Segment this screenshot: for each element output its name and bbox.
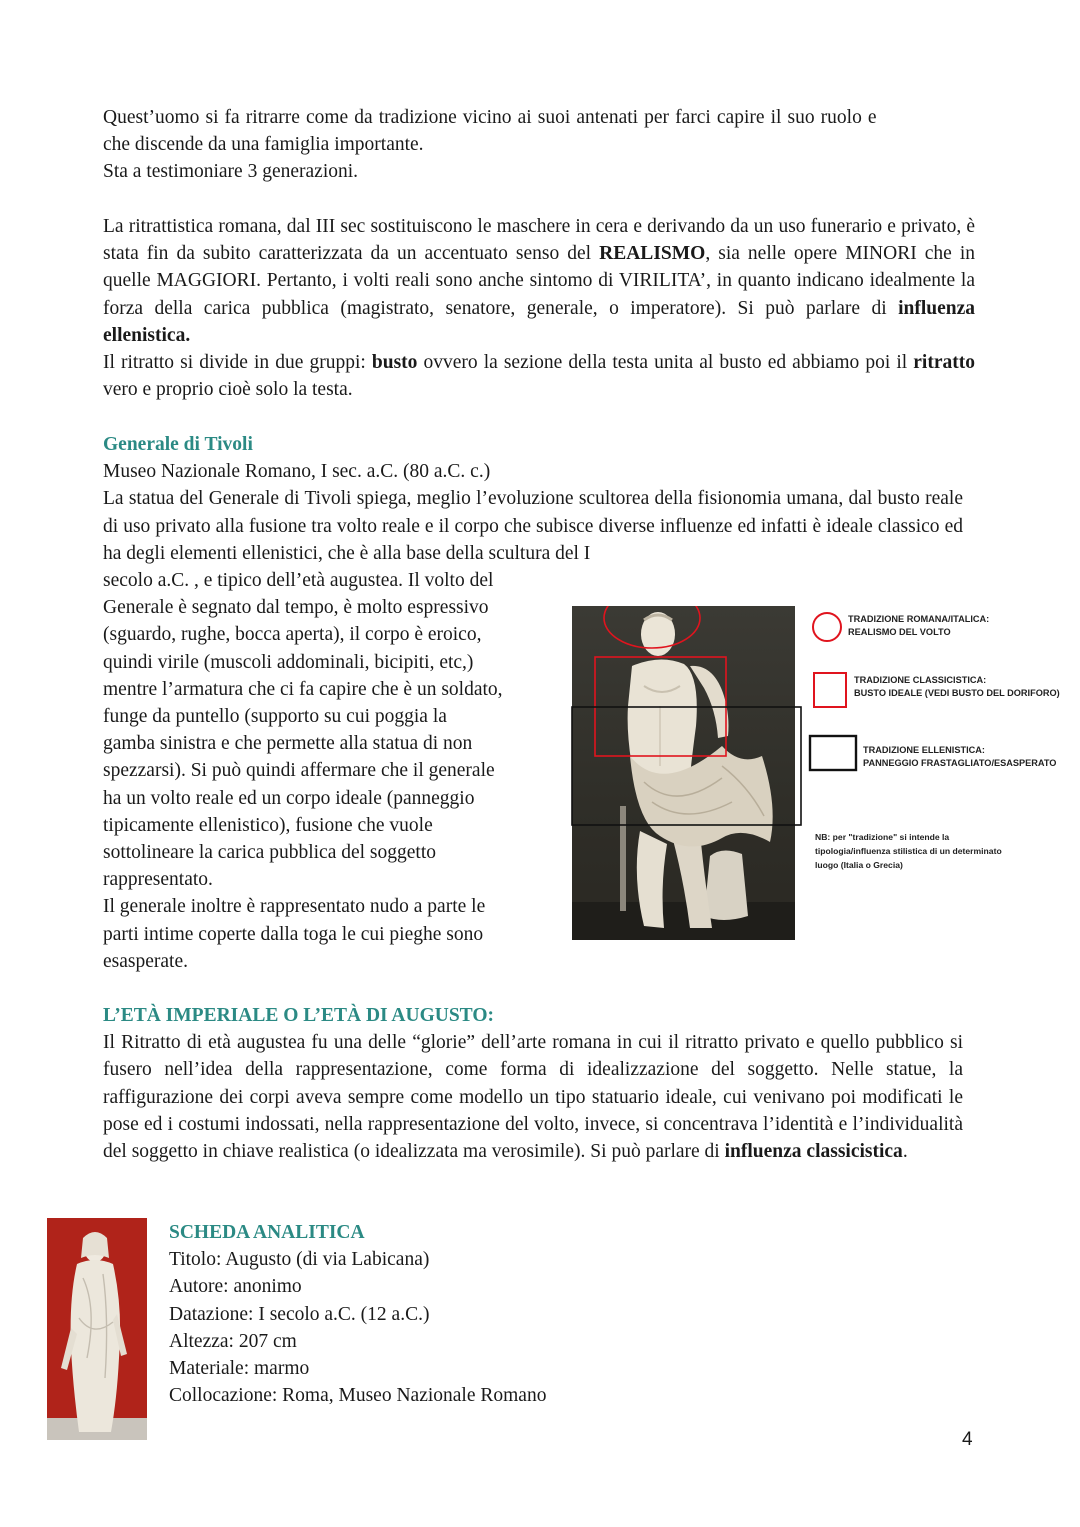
tivoli-narrow-line: (sguardo, rughe, bocca aperta), il corpo è eroico,: [103, 624, 482, 646]
tivoli-narrow-line: Il generale inoltre è rappresentato nudo a parte le: [103, 896, 486, 918]
tivoli-narrow-line: esasperate.: [103, 950, 188, 972]
tivoli-full-paragraph: La statua del Generale di Tivoli spiega, meglio l’evoluzione scultorea della fisionomia umana, dal busto reale di uso privato alla fusione tra volto reale e il corpo che subisce diverse influenze ed infatti è ideale classico ed ha degli elementi ellenistici, che è alla base della scultura del I: [103, 488, 963, 564]
legend-red-circle-icon: [810, 610, 844, 644]
scheda-autore: Autore: anonimo: [169, 1276, 302, 1298]
legend-nb-note: NB: per "tradizione" si intende la tipologia/influenza stilistica di un determinato luogo (Italia o Grecia): [815, 832, 1002, 871]
tivoli-narrow-line: sottolineare la carica pubblica del soggetto: [103, 842, 436, 864]
augusto-section: [103, 1002, 963, 1165]
tivoli-narrow-line: spezzarsi). Si può quindi affermare che il generale: [103, 760, 495, 782]
scheda-datazione: Datazione: I secolo a.C. (12 a.C.): [169, 1303, 430, 1325]
augusto-paragraph: Il Ritratto di età augustea fu una delle “glorie” dell’arte romana in cui il ritratto privato e quello pubblico si fusero nell’idea della rappresentazione, come forma di idealizzazione del soggetto. Nelle statue, la raffigurazione dei corpi aveva sempre come modello un tipo statuario ideale, cui venivano poi modificati le pose ed i costumi indossati, nella rappresentazione del volto, invece, si concentrava l’identità e l’individualità del soggetto in chiave realistica (o idealizzata ma verosimile). Si può parlare di influenza classicistica.: [103, 1032, 963, 1163]
black-square-drapery-marker: [566, 700, 806, 830]
tivoli-narrow-line: parti intime coperte dalla toga le cui pieghe sono: [103, 923, 484, 945]
tivoli-narrow-text: [103, 567, 553, 975]
red-circle-face-marker: [604, 606, 700, 648]
tivoli-narrow-line: mentre l’armatura che ci fa capire che è un soldato,: [103, 678, 503, 700]
intro-paragraph: [103, 104, 983, 186]
scheda-collocazione: Collocazione: Roma, Museo Nazionale Romano: [169, 1385, 547, 1407]
augusto-statue-thumbnail: [47, 1218, 147, 1440]
tivoli-narrow-line: funge da puntello (supporto su cui poggia la: [103, 706, 447, 728]
realismo-keyword: REALISMO: [599, 243, 706, 265]
tivoli-heading: Generale di Tivoli: [103, 434, 253, 455]
tivoli-narrow-line: rappresentato.: [103, 869, 213, 891]
scheda-heading: SCHEDA ANALITICA: [169, 1222, 365, 1243]
scheda-materiale: Materiale: marmo: [169, 1358, 310, 1380]
page-number: 4: [962, 1429, 973, 1450]
tivoli-section: [103, 431, 963, 567]
tivoli-narrow-line: quindi virile (muscoli addominali, bicipiti, etc,): [103, 651, 474, 673]
legend-red-square-icon: [812, 670, 848, 710]
ritratto-groups-paragraph: Il ritratto si divide in due gruppi: busto ovvero la sezione della testa unita al busto ed abbiamo poi il ritratto vero e proprio cioè solo la testa.: [103, 352, 975, 401]
intro-line-2: che discende da una famiglia importante.: [103, 134, 424, 156]
legend-red-square-label: TRADIZIONE CLASSICISTICA: BUSTO IDEALE (VEDI BUSTO DEL DORIFORO): [854, 675, 1060, 698]
tivoli-narrow-line: gamba sinistra e che permette alla statua di non: [103, 733, 473, 755]
influenza-ellenistica-keyword: influenza ellenistica.: [103, 297, 975, 346]
tivoli-narrow-line: Generale è segnato dal tempo, è molto espressivo: [103, 597, 489, 619]
intro-line-1: Quest’uomo si fa ritrarre come da tradizione vicino ai suoi antenati per farci capire il suo ruolo e: [103, 107, 877, 128]
busto-keyword: busto: [371, 352, 418, 374]
tivoli-narrow-line: tipicamente ellenistico), fusione che vuole: [103, 814, 433, 836]
ritratto-keyword: ritratto: [913, 352, 975, 374]
ritrattistica-section: [103, 213, 975, 403]
ritrattistica-paragraph: La ritrattistica romana, dal III sec sostituiscono le maschere in cera e derivando da un uso funerario e privato, è stata fin da subito caratterizzata da un accentuato senso del REALISMO, sia nelle opere MINORI che in quelle MAGGIORI. Pertanto, i volti reali sono anche sintomo di VIRILITA’, in quanto indicano idealmente la forza della carica pubblica (magistrato, senatore, generale, o imperatore). Si può parlare di influenza ellenistica.: [103, 216, 975, 346]
legend-black-square-icon: [808, 733, 860, 773]
tivoli-narrow-line: ha un volto reale ed un corpo ideale (panneggio: [103, 787, 475, 809]
influenza-classicistica-keyword: influenza classicistica: [724, 1141, 903, 1163]
legend-black-square-label: TRADIZIONE ELLENISTICA: PANNEGGIO FRASTAGLIATO/ESASPERATO: [863, 745, 1057, 768]
augusto-heading: L’ETÀ IMPERIALE O L’ETÀ DI AUGUSTO:: [103, 1005, 494, 1026]
tivoli-museum: Museo Nazionale Romano, I sec. a.C. (80 a.C. c.): [103, 461, 491, 483]
legend-red-circle-label: TRADIZIONE ROMANA/ITALICA: REALISMO DEL VOLTO: [848, 614, 990, 637]
intro-line-3: Sta a testimoniare 3 generazioni.: [103, 161, 359, 183]
scheda-titolo: Titolo: Augusto (di via Labicana): [169, 1249, 430, 1271]
tivoli-narrow-line: secolo a.C. , e tipico dell’età augustea. Il volto del: [103, 570, 494, 591]
scheda-analitica: [169, 1219, 769, 1409]
scheda-altezza: Altezza: 207 cm: [169, 1330, 297, 1352]
